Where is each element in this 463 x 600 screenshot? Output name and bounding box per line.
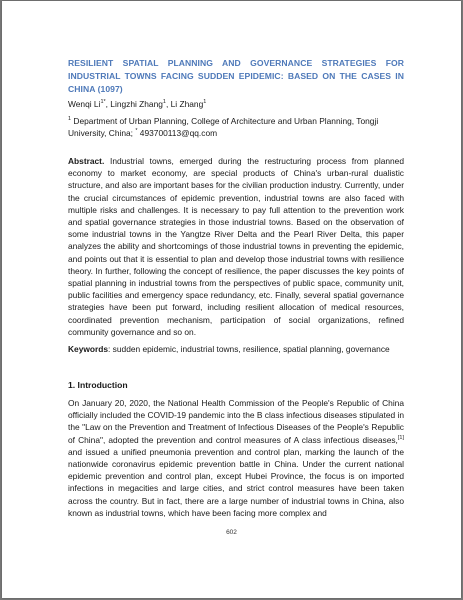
author-affiliation-marker: 1 [203, 99, 207, 106]
keywords-label: Keywords [68, 344, 109, 354]
citation-marker: [1] [397, 434, 404, 441]
keywords-text: : sudden epidemic, industrial towns, resilience, spatial planning, governance [108, 344, 390, 354]
author-affiliation-marker: 1 [162, 99, 166, 106]
author-name: Li Zhang [170, 99, 204, 109]
corresponding-email: 493700113@qq.com [137, 127, 218, 138]
page-number: 602 [226, 529, 237, 536]
author-name: Lingzhi Zhang [110, 99, 163, 109]
abstract-text: Industrial towns, emerged during the restructuring process from planned economy to market economy, are special products of China's urban-rural dualistic structure, and also are important bases for the civilian production industry. Currently, under the crucial circumstances of epidemic prevention, industrial towns are also faced with multiple risks and challenges. It is necessary to pay full attention to the prevention work and spatial governance strategies in those industrial towns. Based on the observation of some industrial towns in the Yangtze River Delta and the Pearl River Delta, this paper analyzes the ability and shortcomings of those industrial towns in preventing the epidemic, and points out that it is essential to plan and develop those industrial towns with resilience theory. In further, following the concept of resilience, the paper discusses the key points of spatial planning in industrial towns from the perspectives of public space, community unit, public facilities and emergency space redundancy, etc. Finally, several spatial governance strategies have been put forward, including resilient allocation of medical resources, coordinated prevention mechanism, participation of social organizations, refined community governance and so on. [68, 156, 404, 337]
introduction-text [68, 397, 404, 519]
author-affiliation-marker: 1* [100, 99, 106, 106]
abstract-label: Abstract. [68, 156, 105, 166]
intro-paragraph-start: On January 20, 2020, the National Health Commission of the People's Republic of China officially included the COVID-19 pandemic into the B class infectious diseases stipulated in the "Law on the Prevention and Treatment of Infectious Diseases of the People's Republic of China", adopted the prevention and control measures of A class infectious diseases, [68, 398, 404, 445]
section-heading: 1. Introduction [68, 380, 128, 390]
author-name: Wenqi Li [68, 99, 101, 109]
abstract [68, 155, 404, 338]
paper-title: RESILIENT SPATIAL PLANNING AND GOVERNANCE STRATEGIES FOR INDUSTRIAL TOWNS FACING SUDDEN EPIDEMIC: BASED ON THE CASES IN CHINA (1097) [68, 58, 404, 94]
keywords [68, 343, 404, 355]
affiliation [68, 116, 404, 139]
email-marker: * [135, 127, 138, 134]
paper-page [2, 1, 461, 598]
intro-paragraph-end: and issued a unified pneumonia prevention and control plan, marking the launch of the nationwide coronavirus epidemic prevention battle in China. Under the current national epidemic prevention and control plan, except Hubei Province, the focus is on imported infections in megacities and large cities, and strict control measures have been taken across the country. But in fact, there are a large number of industrial towns in China, also known as industrial towns, which have been facing more complex and [68, 446, 404, 518]
author-list: Wenqi $Li^{1*}$, Lingzhi Zhang$^1$, Li Zhang$^1$ [68, 99, 207, 109]
affiliation-marker: 1 [68, 116, 72, 123]
affiliation-text: Department of Urban Planning, College of Architecture and Urban Planning, Tongji University, China; [68, 116, 379, 138]
